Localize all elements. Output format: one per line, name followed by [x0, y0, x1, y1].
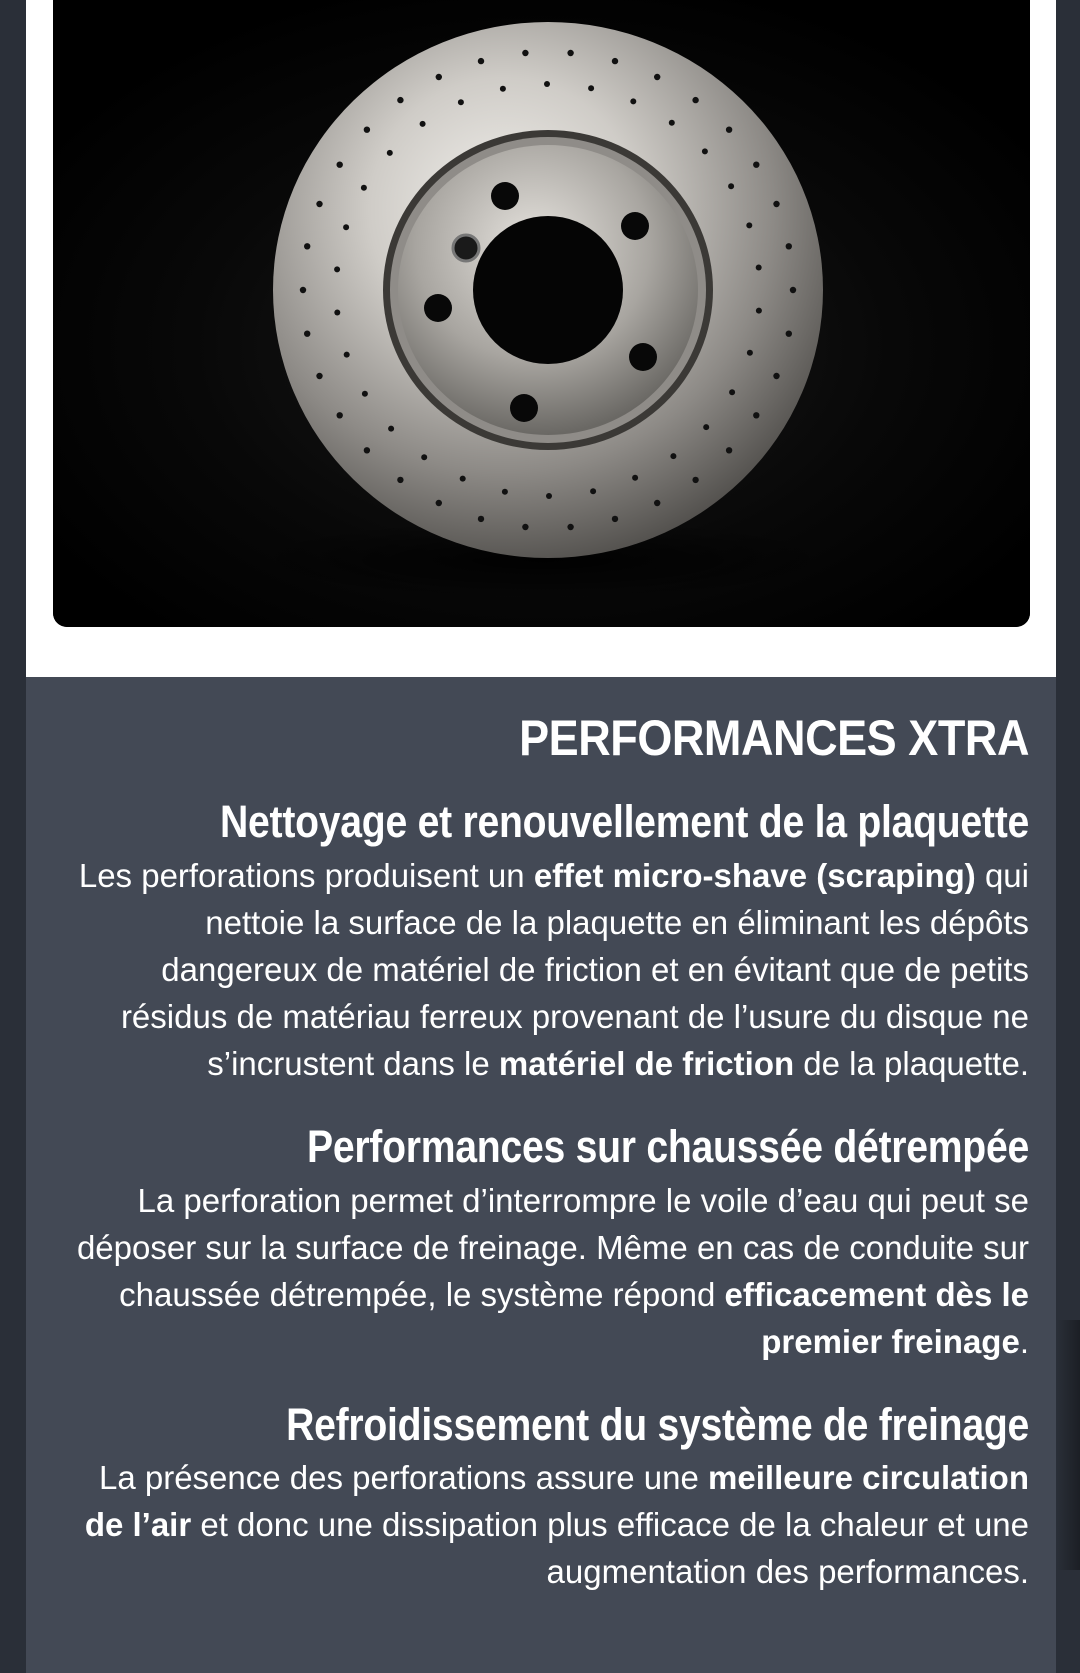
disc-hole [334, 310, 340, 316]
disc-hole [746, 222, 752, 228]
disc-hole [522, 50, 528, 56]
disc-hole [729, 389, 735, 395]
disc-hole [692, 97, 698, 103]
body-text: La perforation permet d’interrompre le voile d’eau qui peut se déposer sur la surface de freinage. Même en cas de conduite sur chaussée détrempée, le système répond [76, 1181, 1029, 1313]
disc-hole [753, 412, 759, 418]
section-title: Performances sur chaussée détrempée [306, 1120, 1029, 1172]
body-text: et donc une dissipation plus efficace de la chaleur et une augmentation des performances. [191, 1506, 1029, 1591]
disc-hole [703, 424, 709, 430]
disc-hole [316, 201, 322, 207]
disc-hole [304, 243, 310, 249]
section-body [66, 852, 1029, 1087]
disc-hole [388, 426, 394, 432]
body-text: qui nettoie la surface de la plaquette en éliminant les dépôts dangereux de matériel de friction et en évitant que de petits résidus de matériau ferreux provenant de l’usure du disque ne s’incrustent dans le [120, 856, 1029, 1082]
section-body [66, 1177, 1029, 1365]
disc-hole [478, 58, 484, 64]
content-panel [26, 677, 1056, 1673]
scroll-edge-shadow [1056, 1320, 1080, 1570]
section-cleaning [66, 796, 1029, 1087]
disc-hole [728, 183, 734, 189]
disc-hole [500, 86, 506, 92]
emphasis-text: meilleure circulation de l’air [84, 1459, 1029, 1544]
disc-hole [670, 453, 676, 459]
disc-hole [612, 58, 618, 64]
body-text: . [1019, 1322, 1029, 1360]
disc-hole [364, 447, 370, 453]
disc-hole [458, 99, 464, 105]
disc-hole [669, 120, 675, 126]
emphasis-text: efficacement dès le premier freinage [724, 1275, 1029, 1360]
body-text: de la plaquette. [794, 1044, 1029, 1082]
disc-hole [546, 493, 552, 499]
section-cooling [66, 1399, 1029, 1596]
brake-disc-icon [53, 0, 1030, 627]
disc-hole [590, 488, 596, 494]
disc-hole [344, 352, 350, 358]
disc-hole [421, 454, 427, 460]
disc-hole [343, 224, 349, 230]
disc-hole [756, 265, 762, 271]
disc-hole [316, 373, 322, 379]
disc-hole [747, 350, 753, 356]
emphasis-text: effet micro-shave (scraping) [533, 856, 976, 894]
disc-hole [460, 476, 466, 482]
disc-hole [337, 412, 343, 418]
product-card [26, 0, 1056, 1673]
body-text: Les perforations produisent un [78, 856, 534, 894]
disc-hole [790, 287, 796, 293]
disc-hole [632, 475, 638, 481]
body-text: La présence des perforations assure une [98, 1459, 709, 1497]
disc-hole [692, 477, 698, 483]
section-title: Nettoyage et renouvellement de la plaquette [220, 796, 1029, 847]
disc-hole [726, 127, 732, 133]
disc-hole [361, 185, 367, 191]
disc-hole [397, 97, 403, 103]
disc-hole [786, 243, 792, 249]
disc-hole [436, 500, 442, 506]
section-wet-road [66, 1121, 1029, 1365]
disc-hole [702, 148, 708, 154]
disc-hole [387, 150, 393, 156]
disc-hole [726, 447, 732, 453]
disc-hole [397, 477, 403, 483]
disc-hole [753, 162, 759, 168]
disc-hole [544, 81, 550, 87]
disc-hole [478, 516, 484, 522]
disc-hole [362, 391, 368, 397]
disc-hole [654, 74, 660, 80]
disc-hole [773, 201, 779, 207]
disc-hole [436, 74, 442, 80]
brake-disc-image [53, 0, 1030, 627]
section-body [66, 1454, 1029, 1595]
emphasis-text: matériel de friction [498, 1044, 795, 1082]
disc-hole [786, 331, 792, 337]
disc-hole [630, 98, 636, 104]
disc-hole [337, 162, 343, 168]
disc-hole [522, 524, 528, 530]
disc-hole [756, 308, 762, 314]
disc-hole [334, 266, 340, 272]
disc-hole [654, 500, 660, 506]
disc-hole [300, 287, 306, 293]
disc-hole [588, 85, 594, 91]
disc-hole [567, 50, 573, 56]
disc-hole [364, 127, 370, 133]
disc-hole [304, 331, 310, 337]
disc-hole [773, 373, 779, 379]
disc-hole [567, 524, 573, 530]
page-title: PERFORMANCES XTRA [519, 710, 1029, 766]
section-title: Refroidissement du système de freinage [286, 1398, 1029, 1450]
disc-hole [612, 516, 618, 522]
image-frame [26, 0, 1056, 677]
disc-hole [502, 489, 508, 495]
disc-hole [420, 121, 426, 127]
